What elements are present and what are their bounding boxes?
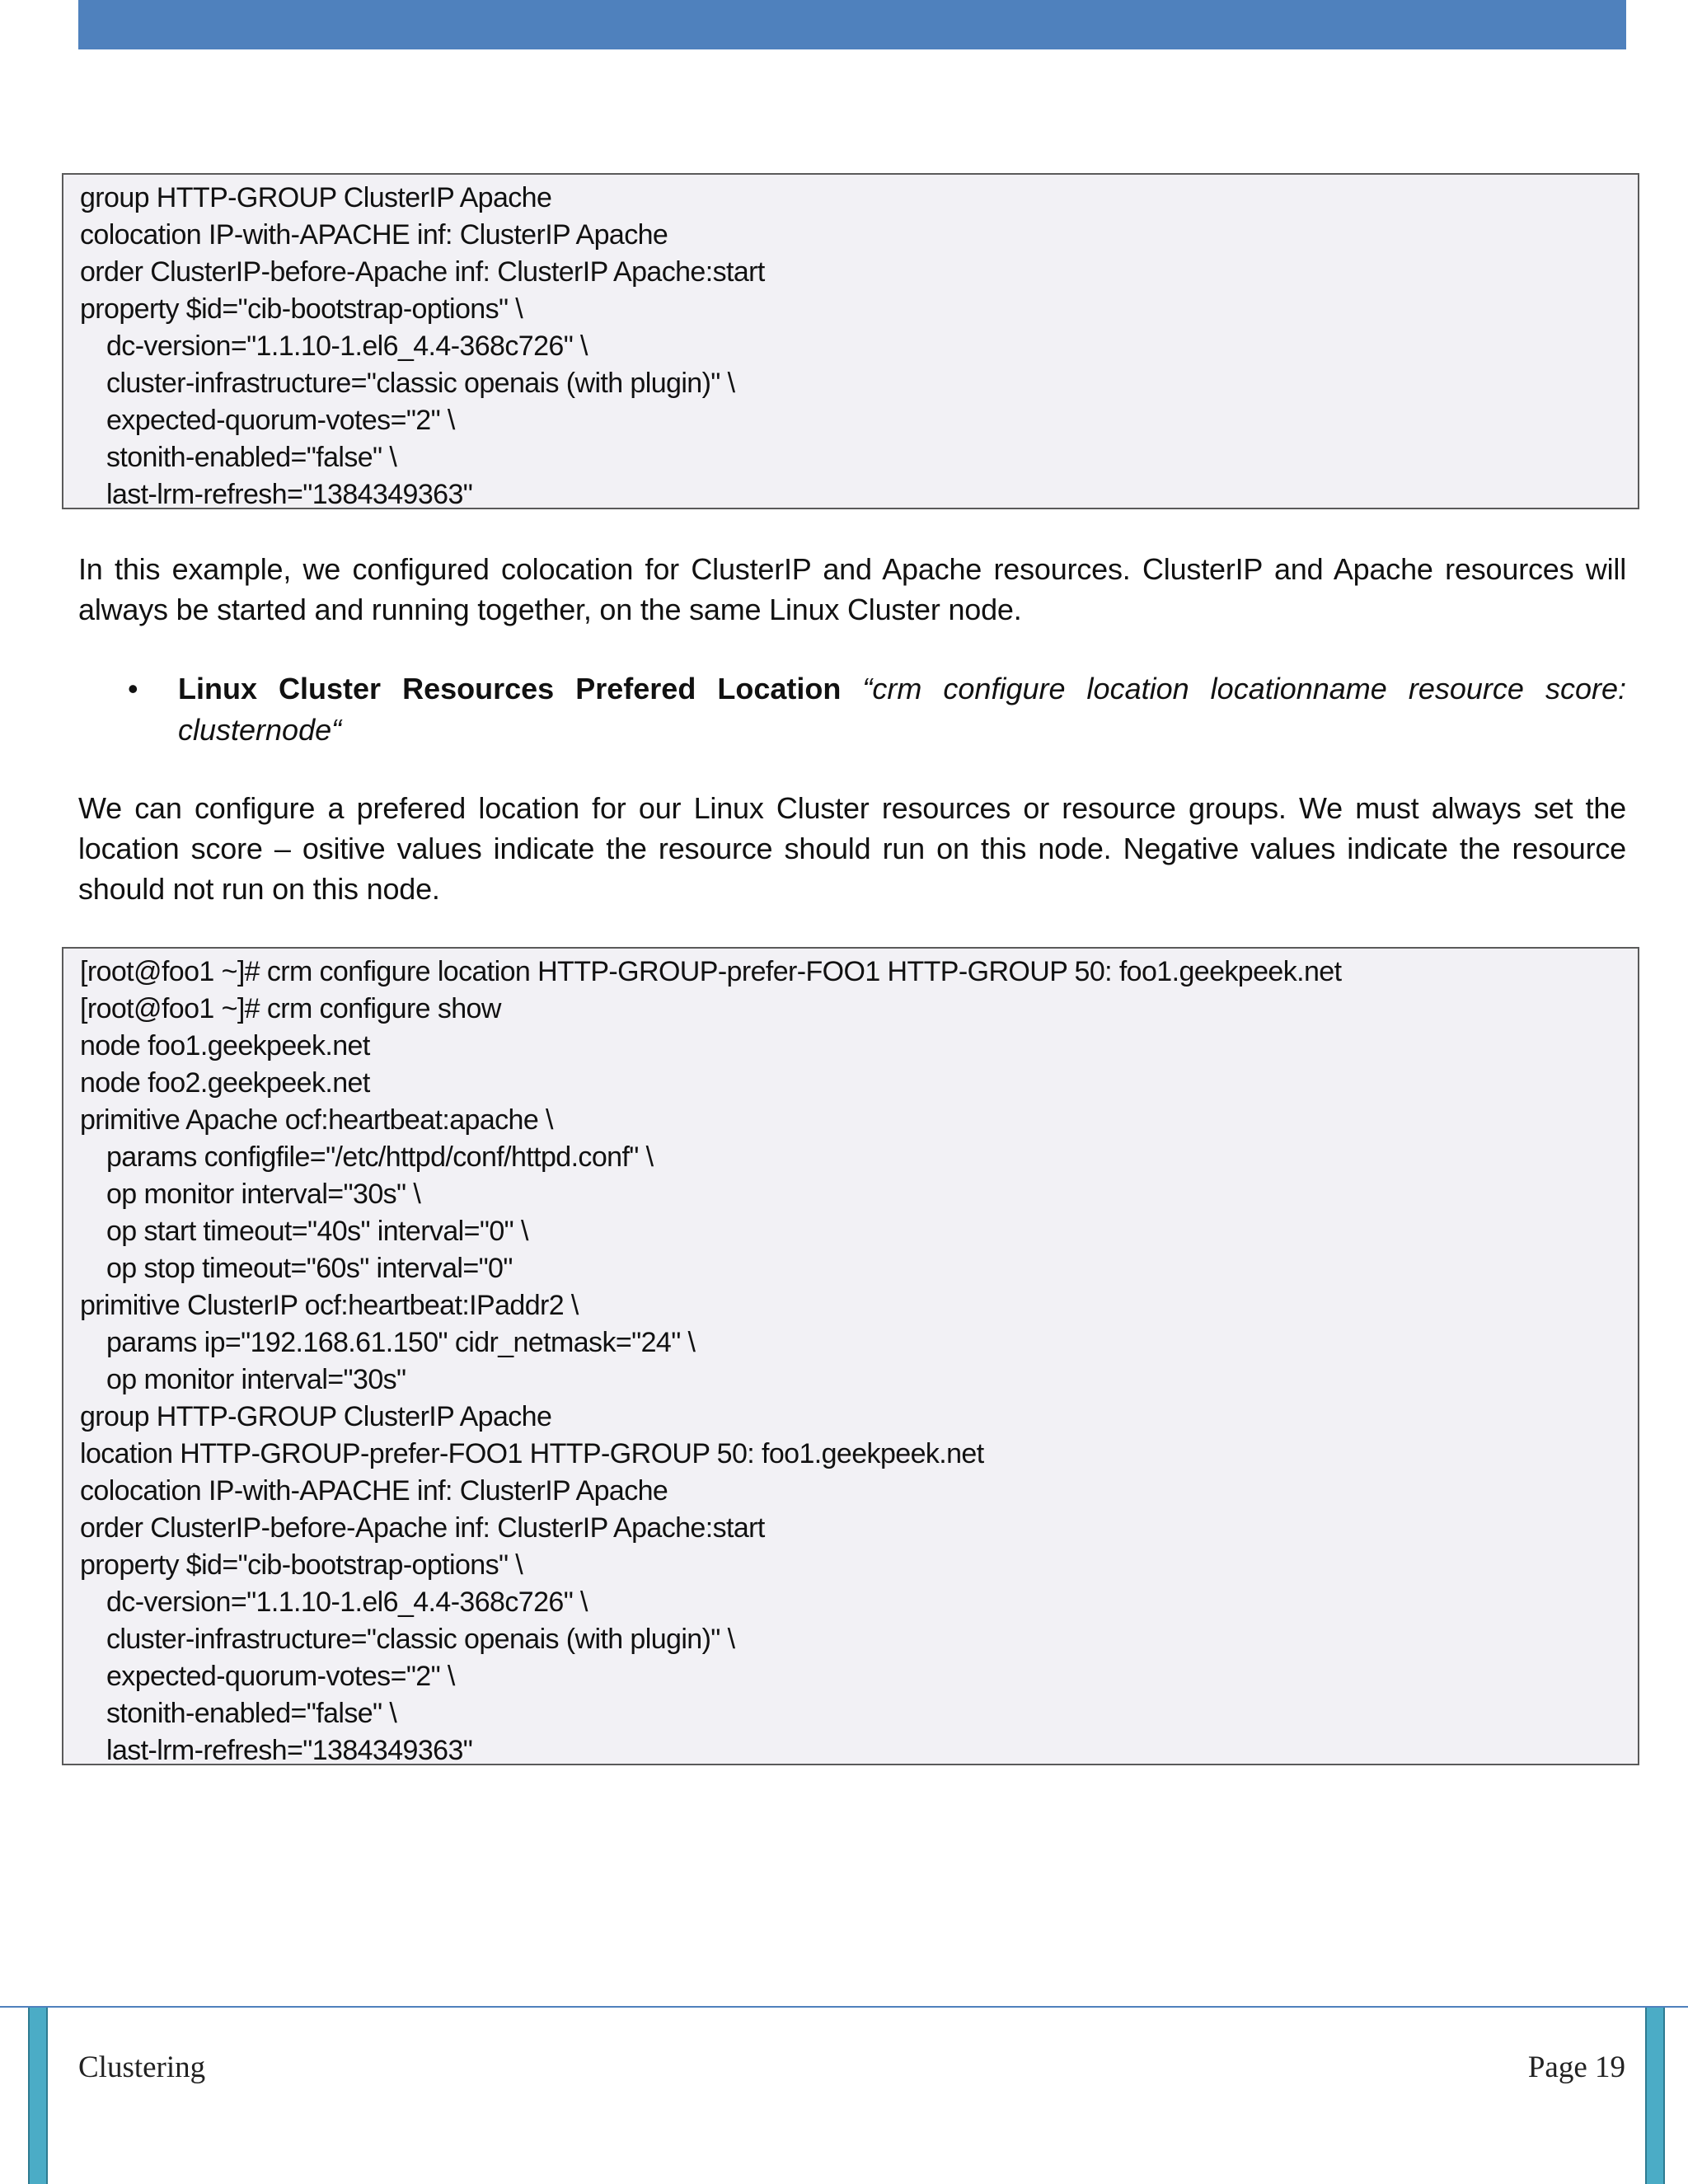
- code-line: expected-quorum-votes="2" \: [106, 1661, 455, 1692]
- bullet-title: Linux Cluster Resources Prefered Location: [178, 672, 842, 705]
- code-line: last-lrm-refresh="1384349363": [106, 1735, 473, 1766]
- bullet-item-prefered-location: [78, 668, 1626, 751]
- code-block-2: [62, 947, 1639, 1765]
- code-line: op monitor interval="30s": [106, 1364, 406, 1395]
- code-line: order ClusterIP-before-Apache inf: ClusterIP Apache:start: [80, 256, 765, 288]
- code-line: op monitor interval="30s" \: [106, 1179, 421, 1210]
- footer-right-bar: [1645, 2008, 1665, 2184]
- code-line: params ip="192.168.61.150" cidr_netmask="24" \: [106, 1327, 696, 1358]
- page-number: Page 19: [1527, 2050, 1625, 2084]
- footer-title: Clustering: [78, 2050, 206, 2084]
- footer-left-bar: [28, 2008, 48, 2184]
- bullet-text: [178, 668, 1626, 751]
- bullet-icon: •: [128, 672, 138, 705]
- code-line: cluster-infrastructure="classic openais (with plugin)" \: [106, 368, 735, 399]
- paragraph-location-score: We can configure a prefered location for our Linux Cluster resources or resource groups. We must always set the location score – ositive values indicate the resource should run on this node. Negative values indicate the resource should not run on this node.: [78, 791, 1626, 906]
- code-line: group HTTP-GROUP ClusterIP Apache: [80, 1401, 552, 1432]
- code-line: [root@foo1 ~]# crm configure location HTTP-GROUP-prefer-FOO1 HTTP-GROUP 50: foo1.geekpeek.net: [80, 956, 1342, 987]
- code-line: primitive Apache ocf:heartbeat:apache \: [80, 1104, 553, 1136]
- paragraph-colocation: In this example, we configured colocation for ClusterIP and Apache resources. ClusterIP and Apache resources will always be started and running together, on the same Linux Cluster node.: [78, 552, 1626, 626]
- bullet-command: “crm configure location locationname resource score: clusternode“: [178, 672, 1626, 747]
- code-line: op stop timeout="60s" interval="0": [106, 1253, 513, 1284]
- code-line: stonith-enabled="false" \: [106, 442, 397, 473]
- code-line: op start timeout="40s" interval="0" \: [106, 1216, 528, 1247]
- code-line: node foo2.geekpeek.net: [80, 1067, 370, 1099]
- code-line: colocation IP-with-APACHE inf: ClusterIP Apache: [80, 219, 668, 251]
- code-line: last-lrm-refresh="1384349363": [106, 479, 473, 510]
- code-line: colocation IP-with-APACHE inf: ClusterIP Apache: [80, 1475, 668, 1507]
- code-line: property $id="cib-bootstrap-options" \: [80, 1549, 523, 1581]
- code-line: cluster-infrastructure="classic openais (with plugin)" \: [106, 1624, 735, 1655]
- code-line: expected-quorum-votes="2" \: [106, 405, 455, 436]
- code-line: property $id="cib-bootstrap-options" \: [80, 293, 523, 325]
- code-line: params configfile="/etc/httpd/conf/httpd.conf" \: [106, 1141, 654, 1173]
- code-line: dc-version="1.1.10-1.el6_4.4-368c726" \: [106, 330, 588, 362]
- footer-divider: [0, 2006, 1688, 2008]
- code-line: order ClusterIP-before-Apache inf: ClusterIP Apache:start: [80, 1512, 765, 1544]
- code-line: primitive ClusterIP ocf:heartbeat:IPaddr2 \: [80, 1290, 579, 1321]
- code-line: node foo1.geekpeek.net: [80, 1030, 370, 1062]
- code-line: dc-version="1.1.10-1.el6_4.4-368c726" \: [106, 1586, 588, 1618]
- code-line: stonith-enabled="false" \: [106, 1698, 397, 1729]
- code-block-1: [62, 173, 1639, 509]
- code-line: location HTTP-GROUP-prefer-FOO1 HTTP-GROUP 50: foo1.geekpeek.net: [80, 1438, 984, 1469]
- header-bar: [78, 0, 1626, 49]
- code-line: group HTTP-GROUP ClusterIP Apache: [80, 182, 552, 213]
- code-line: [root@foo1 ~]# crm configure show: [80, 993, 501, 1024]
